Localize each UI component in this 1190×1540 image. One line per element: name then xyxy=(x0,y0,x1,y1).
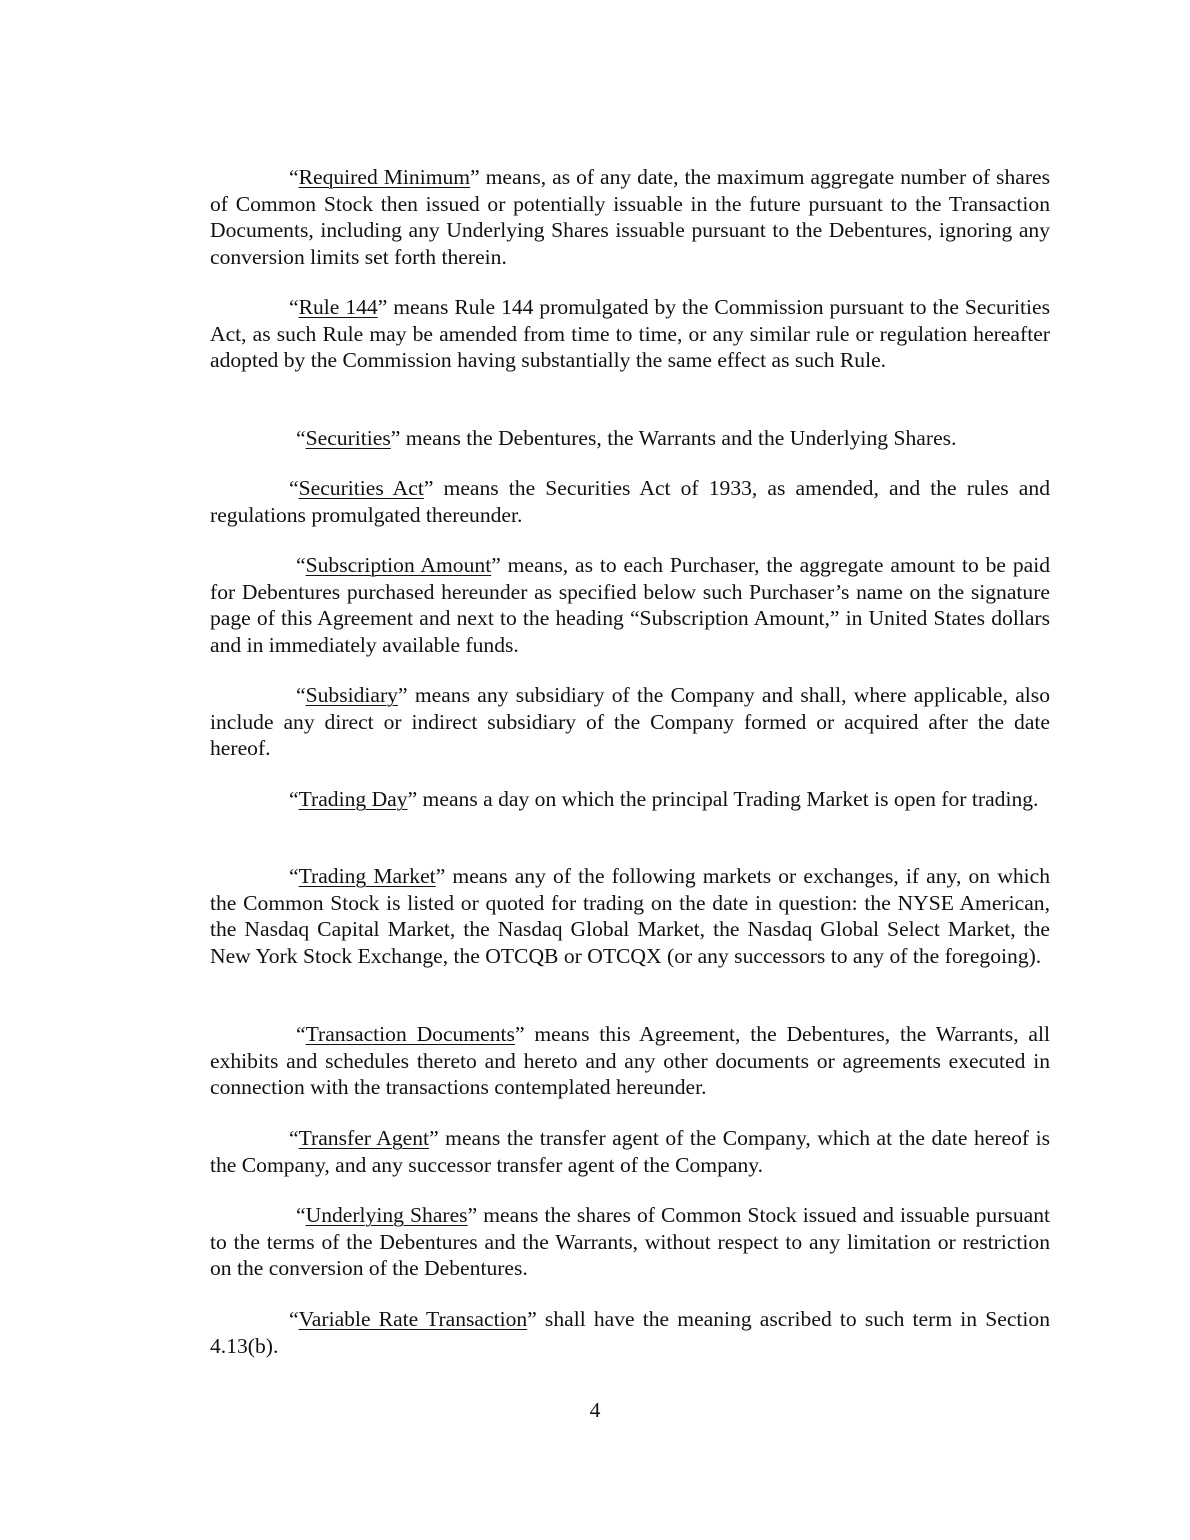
open-quote: “ xyxy=(289,165,299,189)
open-quote: “ xyxy=(296,1203,306,1227)
definition-text: ” means the transfer agent of the Company, which at the date hereof is the Company, and any successor transfer agent of the Company. xyxy=(210,1126,1050,1177)
definition-trading-market xyxy=(210,863,1050,969)
definition-underlying-shares xyxy=(210,1202,1050,1282)
definition-text: ” means, as of any date, the maximum aggregate number of shares of Common Stock then issued or potentially issuable in the future pursuant to the Transaction Documents, including any Underlying Shares issuable pursuant to the Debentures, ignoring any conversion limits set forth therein. xyxy=(210,165,1051,269)
definition-text: ” means the Securities Act of 1933, as amended, and the rules and regulations promulgated thereunder. xyxy=(210,476,1050,527)
definition-securities xyxy=(210,425,1050,452)
definition-text: ” means the shares of Common Stock issued and issuable pursuant to the terms of the Debentures and the Warrants, without respect to any limitation or restriction on the conversion of the Debentures. xyxy=(210,1203,1050,1281)
defined-term: Transfer Agent xyxy=(298,1126,430,1150)
definition-text: ” shall have the meaning ascribed to such term in Section 4.13(b). xyxy=(210,1307,1050,1358)
defined-term: Transaction Documents xyxy=(305,1022,515,1046)
defined-term: Securities Act xyxy=(298,476,424,500)
defined-term: Trading Day xyxy=(298,787,408,811)
open-quote: “ xyxy=(289,787,299,811)
open-quote: “ xyxy=(296,426,306,450)
open-quote: “ xyxy=(289,1307,299,1331)
definition-trading-day xyxy=(210,786,1050,813)
definition-variable-rate-transaction xyxy=(210,1306,1050,1359)
definition-subsidiary xyxy=(210,682,1050,762)
definition-subscription-amount xyxy=(210,552,1050,658)
open-quote: “ xyxy=(289,295,299,319)
defined-term: Subsidiary xyxy=(305,683,398,707)
definition-rule-144 xyxy=(210,294,1050,374)
defined-term: Trading Market xyxy=(298,864,436,888)
open-quote: “ xyxy=(289,1126,299,1150)
open-quote: “ xyxy=(289,476,299,500)
definition-text: ” means any of the following markets or exchanges, if any, on which the Common Stock is listed or quoted for trading on the date in question: the NYSE American, the Nasdaq Capital Market, the Nasdaq Global Market, the Nasdaq Global Select Market, the New York Stock Exchange, the OTCQB or OTCQX (or any successors to any of the foregoing). xyxy=(210,864,1050,968)
definition-transaction-documents xyxy=(210,1021,1050,1101)
definition-text: ” means, as to each Purchaser, the aggregate amount to be paid for Debentures purchased hereunder as specified below such Purchaser’s name on the signature page of this Agreement and next to the heading “Subscription Amount,” in United States dollars and in immediately available funds. xyxy=(210,553,1050,657)
definition-text: ” means Rule 144 promulgated by the Commission pursuant to the Securities Act, as such Rule may be amended from time to time, or any similar rule or regulation hereafter adopted by the Commission having substantially the same effect as such Rule. xyxy=(210,295,1050,373)
open-quote: “ xyxy=(296,683,306,707)
definition-text: ” means the Debentures, the Warrants and the Underlying Shares. xyxy=(390,426,957,450)
defined-term: Required Minimum xyxy=(298,165,471,189)
open-quote: “ xyxy=(296,1022,306,1046)
defined-term: Securities xyxy=(305,426,391,450)
page-number: 4 xyxy=(589,1398,601,1422)
definition-required-minimum xyxy=(210,164,1050,270)
defined-term: Subscription Amount xyxy=(305,553,492,577)
defined-term: Rule 144 xyxy=(298,295,378,319)
definition-text: ” means this Agreement, the Debentures, the Warrants, all exhibits and schedules thereto and hereto and any other documents or agreements executed in connection with the transactions contemplated hereunder. xyxy=(210,1022,1050,1100)
open-quote: “ xyxy=(296,553,306,577)
definition-securities-act xyxy=(210,475,1050,528)
definition-text: ” means any subsidiary of the Company and shall, where applicable, also include any direct or indirect subsidiary of the Company formed or acquired after the date hereof. xyxy=(210,683,1050,761)
definition-text: ” means a day on which the principal Trading Market is open for trading. xyxy=(407,787,1039,811)
open-quote: “ xyxy=(289,864,299,888)
defined-term: Underlying Shares xyxy=(305,1203,468,1227)
defined-term: Variable Rate Transaction xyxy=(298,1307,528,1331)
definition-transfer-agent xyxy=(210,1125,1050,1178)
